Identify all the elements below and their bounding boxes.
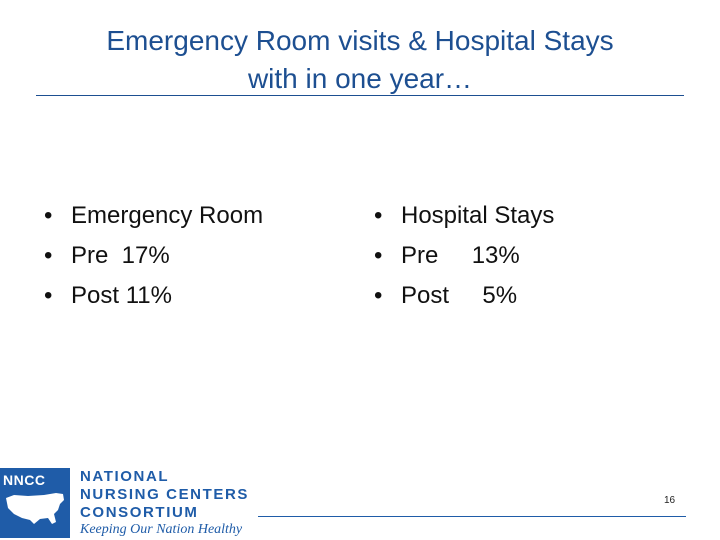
list-item — [44, 196, 263, 236]
bullet-icon: • — [44, 202, 53, 229]
list-item-text: Hospital Stays — [401, 202, 555, 229]
logo-name-line-3: CONSORTIUM — [80, 504, 199, 521]
list-item-text: Pre 17% — [71, 242, 170, 269]
bullet-icon: • — [374, 242, 383, 269]
list-item — [374, 236, 554, 276]
footer-divider — [258, 516, 686, 517]
usa-map-icon — [0, 468, 70, 538]
page-number: 16 — [664, 495, 676, 506]
usa-map-shape — [0, 468, 70, 538]
list-item — [374, 276, 554, 316]
list-item — [44, 236, 263, 276]
title-divider — [36, 95, 684, 96]
logo-name-line-2: NURSING CENTERS — [80, 486, 250, 503]
bullet-icon: • — [374, 202, 383, 229]
nncc-logo — [0, 466, 260, 540]
slide-title — [0, 22, 720, 98]
emergency-room-list — [44, 196, 263, 316]
list-item — [44, 276, 263, 316]
bullet-icon: • — [44, 282, 53, 309]
logo-tagline: Keeping Our Nation Healthy — [80, 522, 243, 537]
list-item-text: Post 11% — [71, 282, 172, 309]
bullet-icon: • — [44, 242, 53, 269]
list-item — [374, 196, 554, 236]
slide-title-line-1: Emergency Room visits & Hospital Stays — [106, 25, 614, 56]
list-item-text: Post 5% — [401, 282, 518, 309]
logo-abbreviation: NNCC — [3, 472, 46, 488]
logo-name-line-1: NATIONAL — [80, 468, 170, 485]
list-item-text: Emergency Room — [71, 202, 264, 229]
bullet-icon: • — [374, 282, 383, 309]
slide-title-line-2: with in one year… — [247, 63, 473, 94]
list-item-text: Pre 13% — [401, 242, 520, 269]
hospital-stays-list — [374, 196, 554, 316]
